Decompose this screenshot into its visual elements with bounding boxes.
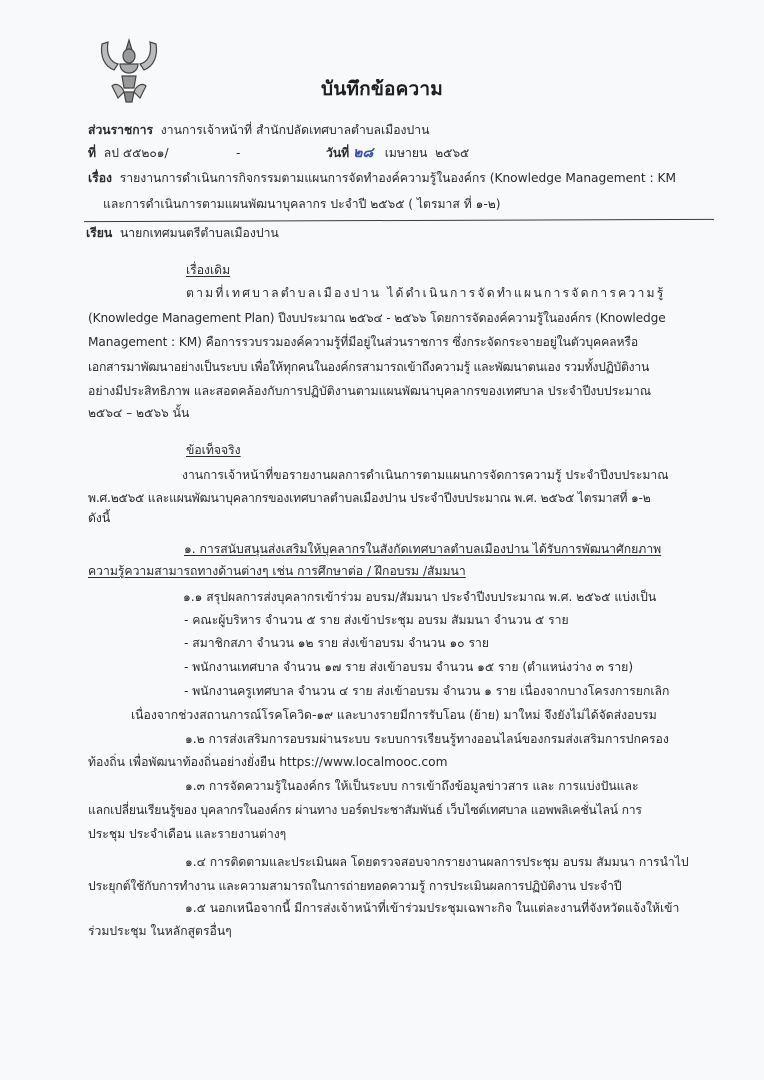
- department-value: งานการเจ้าหน้าที่ สำนักปลัดเทศบาลตำบลเมืองปาน: [160, 123, 430, 137]
- ref-row: [88, 145, 169, 161]
- item1-2-line2: ท้องถิ่น เพื่อพัฒนาท้องถิ่นอย่างยั่งยืน https://www.localmooc.com: [88, 755, 448, 769]
- department-label: ส่วนราชการ: [88, 123, 154, 137]
- to-row: [86, 225, 279, 241]
- background-line: Management : KM) คือการรวบรวมองค์ความรู้ที่มีอยู่ในส่วนราชการ ซึ่งกระจัดกระจายอยู่ในตัวบุคคลหรือ: [88, 335, 639, 349]
- item1-1-continuation: เนื่องจากช่วงสถานการณ์โรคโควิด-๑๙ และบางรายมีการรับโอน (ย้าย) มาใหม่ จึงยังไม่ได้จัดส่งอบรม: [131, 708, 657, 722]
- facts-line: งานการเจ้าหน้าที่ขอรายงานผลการดำเนินการตามแผนการจัดการความรู้ ประจำปีงบประมาณ: [182, 468, 669, 482]
- item1-3-line3: ประชุม ประจำเดือน และรายงานต่างๆ: [88, 827, 287, 841]
- subject-row: [88, 170, 676, 186]
- department-row: [88, 122, 429, 138]
- background-heading: เรื่องเดิม: [186, 263, 231, 277]
- facts-line: ดังนี้: [88, 511, 111, 525]
- facts-heading: ข้อเท็จจริง: [186, 443, 241, 457]
- ref-value: ลป ๕๕๒๐๑/: [103, 146, 169, 160]
- header-divider: [84, 219, 714, 222]
- subject-line-2: และการดำเนินการตามแผนพัฒนาบุคลากร ปะจำปี ๒๕๖๕ ( ไตรมาส ที่ ๑-๒): [103, 197, 501, 211]
- item1-3-line2: แลกเปลี่ยนเรียนรู้ของ บุคลากรในองค์กร ผ่านทาง บอร์ดประชาสัมพันธ์ เว็บไซด์เทศบาล แอพพลิเคชั่นไลน์ การ: [88, 803, 642, 817]
- item1-heading-line1: ๑. การสนับสนุนส่งเสริมให้บุคลากรในสังกัดเทศบาลตำบลเมืองปาน ได้รับการพัฒนาศักยภาพ: [184, 542, 662, 556]
- item1-2-line1: ๑.๒ การส่งเสริมการอบรมผ่านระบบ ระบบการเรียนรู้ทางออนไลน์ของกรมส่งเสริมการปกครอง: [185, 732, 669, 746]
- facts-line: พ.ศ.๒๕๖๕ และแผนพัฒนาบุคลากรของเทศบาลตำบลเมืองปาน ประจำปีงบประมาณ พ.ศ. ๒๕๖๕ ไตรมาสที่ ๑-๒: [88, 491, 651, 505]
- background-line: เอกสารมาพัฒนาอย่างเป็นระบบ เพื่อให้ทุกคนในองค์กรสามารถเข้าถึงความรู้ และพัฒนาตนเอง รวมทั้งปฏิบัติงาน: [88, 360, 650, 374]
- background-line: ตามที่เทศบาลตำบลเมืองปาน ได้ดำเนินการจัดทำแผนการจัดการความรู้: [186, 286, 666, 300]
- memo-title: บันทึกข้อความ: [320, 78, 444, 100]
- to-label: เรียน: [86, 226, 113, 240]
- date-year: ๒๕๖๕: [435, 146, 470, 160]
- subject-label: เรื่อง: [88, 171, 112, 185]
- item1-1-bullet: - พนักงานครูเทศบาล จำนวน ๔ ราย ส่งเข้าอบรม จำนวน ๑ ราย เนื่องจากบางโครงการยกเลิก: [184, 684, 670, 698]
- item1-3-line1: ๑.๓ การจัดความรู้ในองค์กร ให้เป็นระบบ การเข้าถึงข้อมูลข่าวสาร และ การแบ่งปันและ: [185, 779, 639, 793]
- date-month: เมษายน: [384, 146, 428, 160]
- background-line: ๒๕๖๔ – ๒๕๖๖ นั้น: [88, 406, 190, 420]
- ref-dash: -: [236, 146, 241, 160]
- item1-4-line2: ประยุกต์ใช้กับการทำงาน และความสามารถในการถ่ายทอดความรู้ การประเมินผลการปฏิบัติงาน ประจำปี: [88, 879, 622, 893]
- background-line: (Knowledge Management Plan) ปีงบประมาณ ๒๕๖๔ - ๒๕๖๖ โดยการจัดองค์ความรู้ในองค์กร (Knowledge: [88, 311, 666, 325]
- date-label: วันที่: [326, 146, 350, 160]
- date-row: [326, 145, 469, 161]
- item1-heading-line2: ความรู้ความสามารถทางด้านต่างๆ เช่น การศึกษาต่อ / ฝึกอบรม /สัมมนา: [88, 564, 466, 578]
- item1-1-bullet: - สมาชิกสภา จำนวน ๑๒ ราย ส่งเข้าอบรม จำนวน ๑๐ ราย: [184, 636, 490, 650]
- to-value: นายกเทศมนตรีตำบลเมืองปาน: [119, 226, 279, 240]
- item1-1-line: ๑.๑ สรุปผลการส่งบุคลากรเข้าร่วม อบรม/สัมมนา ประจำปีงบประมาณ พ.ศ. ๒๕๖๕ แบ่งเป็น: [183, 590, 657, 604]
- background-line: อย่างมีประสิทธิภาพ และสอดคล้องกับการปฏิบัติงานตามแผนพัฒนาบุคลากรของเทศบาล ประจำปีงบประมาณ: [88, 384, 651, 398]
- item1-1-bullet: - พนักงานเทศบาล จำนวน ๑๗ ราย ส่งเข้าอบรม จำนวน ๑๕ ราย (ตำแหน่งว่าง ๓ ราย): [184, 660, 634, 674]
- item1-4-line1: ๑.๔ การติดตามและประเมินผล โดยตรวจสอบจากรายงานผลการประชุม อบรม สัมมนา การนำไป: [185, 855, 689, 869]
- ref-label: ที่: [88, 146, 97, 160]
- subject-line-1: รายงานการดำเนินการกิจกรรมตามแผนการจัดทำองค์ความรู้ในองค์กร (Knowledge Management : KM: [119, 171, 676, 185]
- item1-5-line1: ๑.๕ นอกเหนือจากนี้ มีการส่งเจ้าหน้าที่เข้าร่วมประชุมเฉพาะกิจ ในแต่ละงานที่จังหวัดแจ้งให้เข้า: [185, 901, 680, 915]
- date-day-handwritten: ๒๘: [353, 145, 374, 161]
- item1-1-bullet: - คณะผู้บริหาร จำนวน ๕ ราย ส่งเข้าประชุม อบรม สัมมนา จำนวน ๕ ราย: [184, 613, 569, 627]
- item1-5-line2: ร่วมประชุม ในหลักสูตรอื่นๆ: [88, 924, 232, 938]
